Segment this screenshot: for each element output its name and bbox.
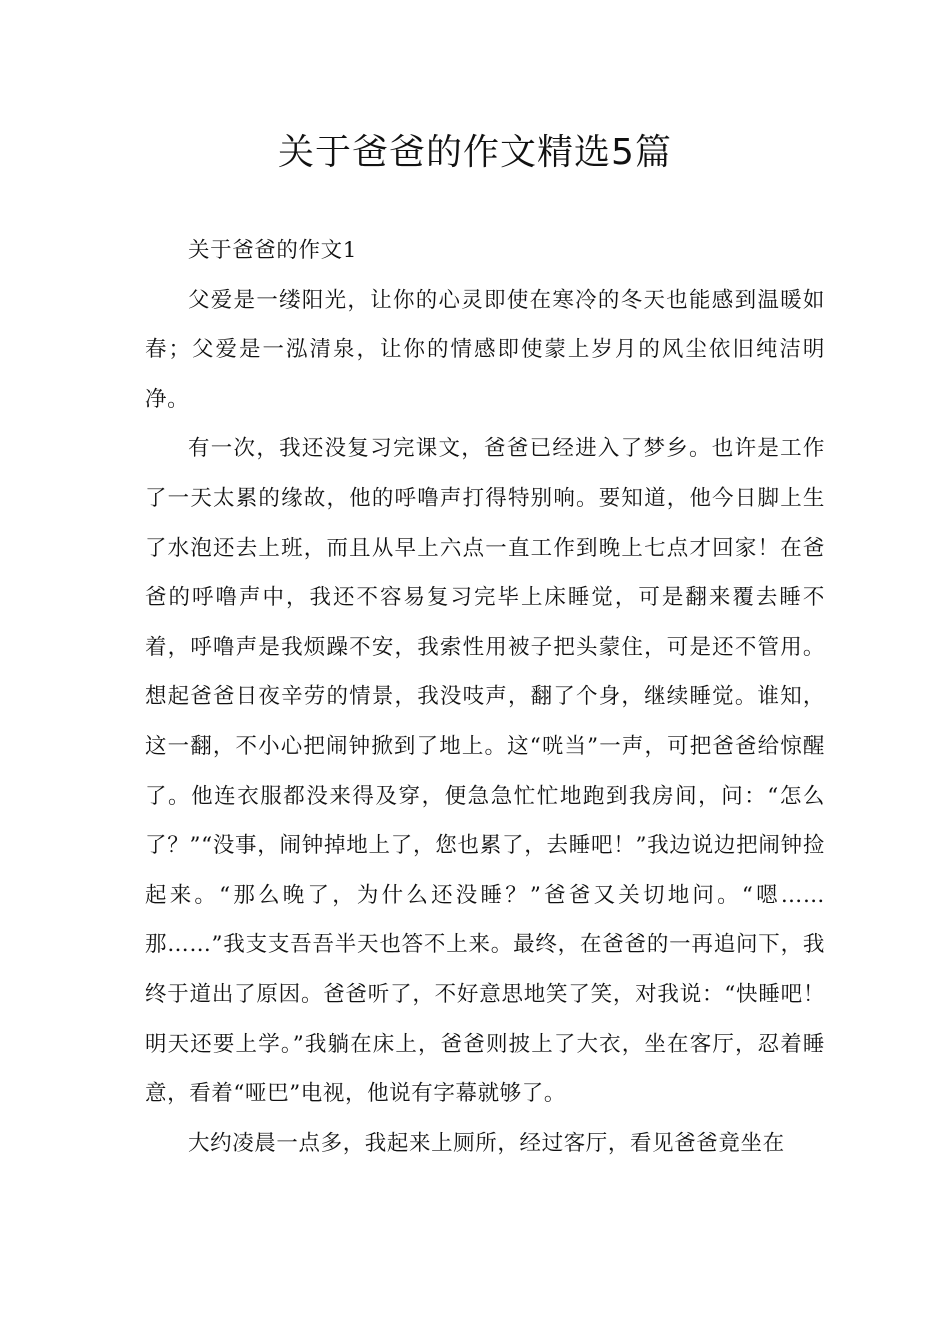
document-body: [145, 226, 825, 1168]
paragraph-heading: 关于爸爸的作文1: [188, 238, 357, 263]
paragraph: 父爱是一缕阳光，让你的心灵即使在寒冷的冬天也能感到温暖如春；父爱是一泓清泉，让你的情感即使蒙上岁月的风尘依旧纯洁明净。: [145, 287, 825, 412]
paragraph: 有一次，我还没复习完课文，爸爸已经进入了梦乡。也许是工作了一天太累的缘故，他的呼噜声打得特别响。要知道，他今日脚上生了水泡还去上班，而且从早上六点一直工作到晚上七点才回家！在爸爸的呼噜声中，我还不容易复习完毕上床睡觉，可是翻来覆去睡不着，呼噜声是我烦躁不安，我索性用被子把头蒙住，可是还不管用。想起爸爸日夜辛劳的情景，我没吱声，翻了个身，继续睡觉。谁知，这一翻，不小心把闹钟掀到了地上。这“咣当”一声，可把爸爸给惊醒了。他连衣服都没来得及穿，便急急忙忙地跑到我房间，问：“怎么了？”“没事，闹钟掉地上了，您也累了，去睡吧！”我边说边把闹钟捡起来。“那么晚了，为什么还没睡？”爸爸又关切地问。“嗯……那……”我支支吾吾半天也答不上来。最终，在爸爸的一再追问下，我终于道出了原因。爸爸听了，不好意思地笑了笑，对我说：“快睡吧！明天还要上学。”我躺在床上，爸爸则披上了大衣，坐在客厅，忍着睡意，看着“哑巴”电视，他说有字幕就够了。: [145, 436, 825, 1107]
paragraph: 大约凌晨一点多，我起来上厕所，经过客厅，看见爸爸竟坐在: [188, 1130, 785, 1156]
document-title: 关于爸爸的作文精选5篇: [278, 132, 672, 173]
